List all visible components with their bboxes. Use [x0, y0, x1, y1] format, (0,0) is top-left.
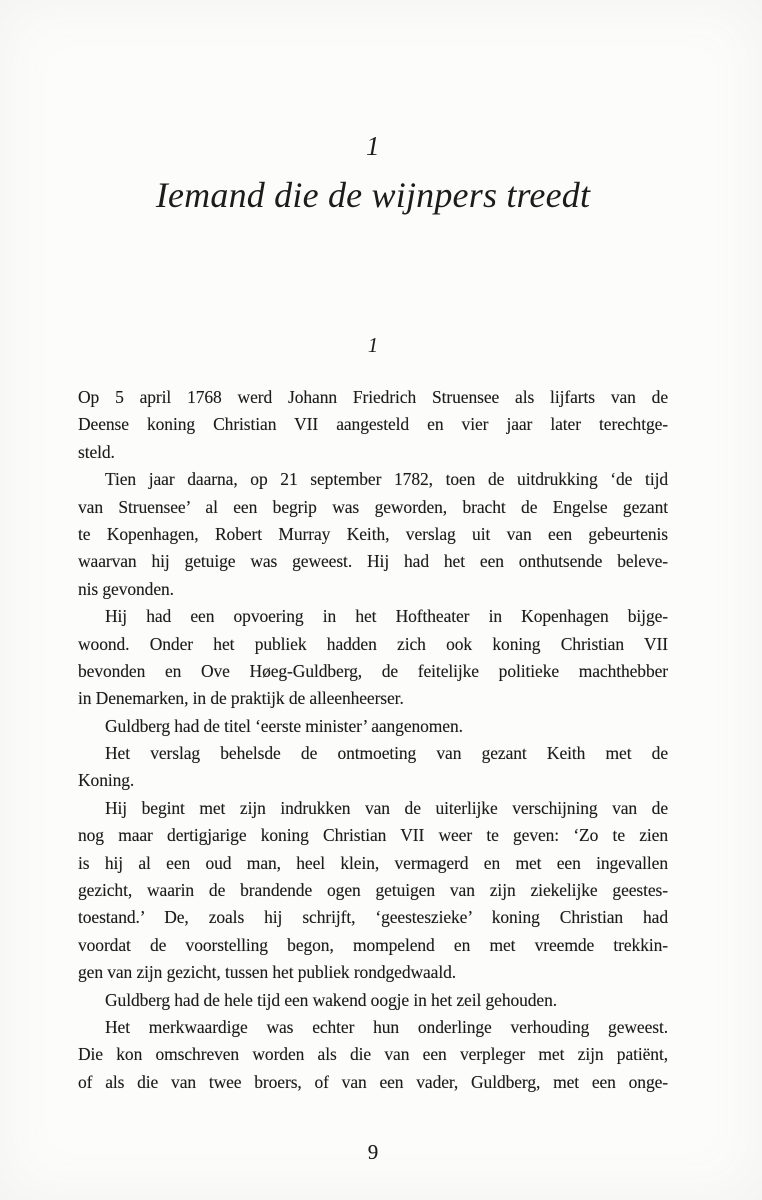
- body-line: Guldberg had de hele tijd een wakend oogje in het zeil gehouden.: [105, 989, 558, 1010]
- body-line: Guldberg had de titel ‘eerste minister’ aangenomen.: [105, 715, 463, 736]
- chapter-title: Iemand die de wijnpers treedt: [155, 175, 591, 215]
- body-line: te Kopenhagen, Robert Murray Keith, verslag uit van een gebeurtenis: [78, 523, 668, 544]
- body-line: Koning.: [78, 770, 135, 791]
- page-number: 9: [367, 1140, 379, 1164]
- body-line: voordat de voorstelling begon, mompelend en met vreemde trekkin-: [78, 934, 668, 955]
- body-line: Op 5 april 1768 werd Johann Friedrich Struensee als lijfarts van de: [78, 387, 668, 407]
- body-line: Hij begint met zijn indrukken van de uiterlijke verschijning van de: [105, 797, 668, 818]
- body-line: nog maar dertigjarige koning Christian VII weer te geven: ‘Zo te zien: [78, 825, 668, 846]
- body-line: Het merkwaardige was echter hun onderlinge verhouding geweest.: [105, 1016, 668, 1037]
- body-text: [78, 384, 668, 1096]
- body-line: bevonden en Ove Høeg-Guldberg, de feitelijke politieke machthebber: [78, 660, 668, 681]
- body-line: Tien jaar daarna, op 21 september 1782, toen de uitdrukking ‘de tijd: [105, 469, 668, 490]
- body-line: Deense koning Christian VII aangesteld en vier jaar later terechtge-: [78, 414, 668, 435]
- text-block: [78, 0, 668, 1200]
- body-line: gen van zijn gezicht, tussen het publiek rondgedwaald.: [78, 962, 457, 983]
- body-line: gezicht, waarin de brandende ogen getuigen van zijn ziekelijke geestes-: [78, 880, 668, 901]
- body-line: Die kon omschreven worden als die van een verpleger met zijn patiënt,: [78, 1044, 668, 1065]
- body-line: Hij had een opvoering in het Hoftheater in Kopenhagen bijge-: [105, 606, 668, 627]
- section-number: 1: [367, 333, 379, 357]
- chapter-number: 1: [366, 131, 380, 161]
- body-line: woond. Onder het publiek hadden zich ook koning Christian VII: [78, 633, 668, 654]
- body-line: nis gevonden.: [78, 578, 174, 599]
- body-line: in Denemarken, in de praktijk de alleenheerser.: [78, 688, 404, 709]
- body-line: steld.: [78, 441, 115, 462]
- body-line: Het verslag behelsde de ontmoeting van gezant Keith met de: [105, 743, 668, 764]
- body-line: waarvan hij getuige was geweest. Hij had het een onthutsende beleve-: [78, 551, 668, 572]
- body-line: toestand.’ De, zoals hij schrijft, ‘geesteszieke’ koning Christian had: [78, 907, 668, 928]
- body-line: van Struensee’ al een begrip was geworden, bracht de Engelse gezant: [78, 496, 668, 517]
- body-line: of als die van twee broers, of van een vader, Guldberg, met een onge-: [78, 1071, 668, 1092]
- body-line: is hij al een oud man, heel klein, vermagerd en met een ingevallen: [78, 852, 668, 873]
